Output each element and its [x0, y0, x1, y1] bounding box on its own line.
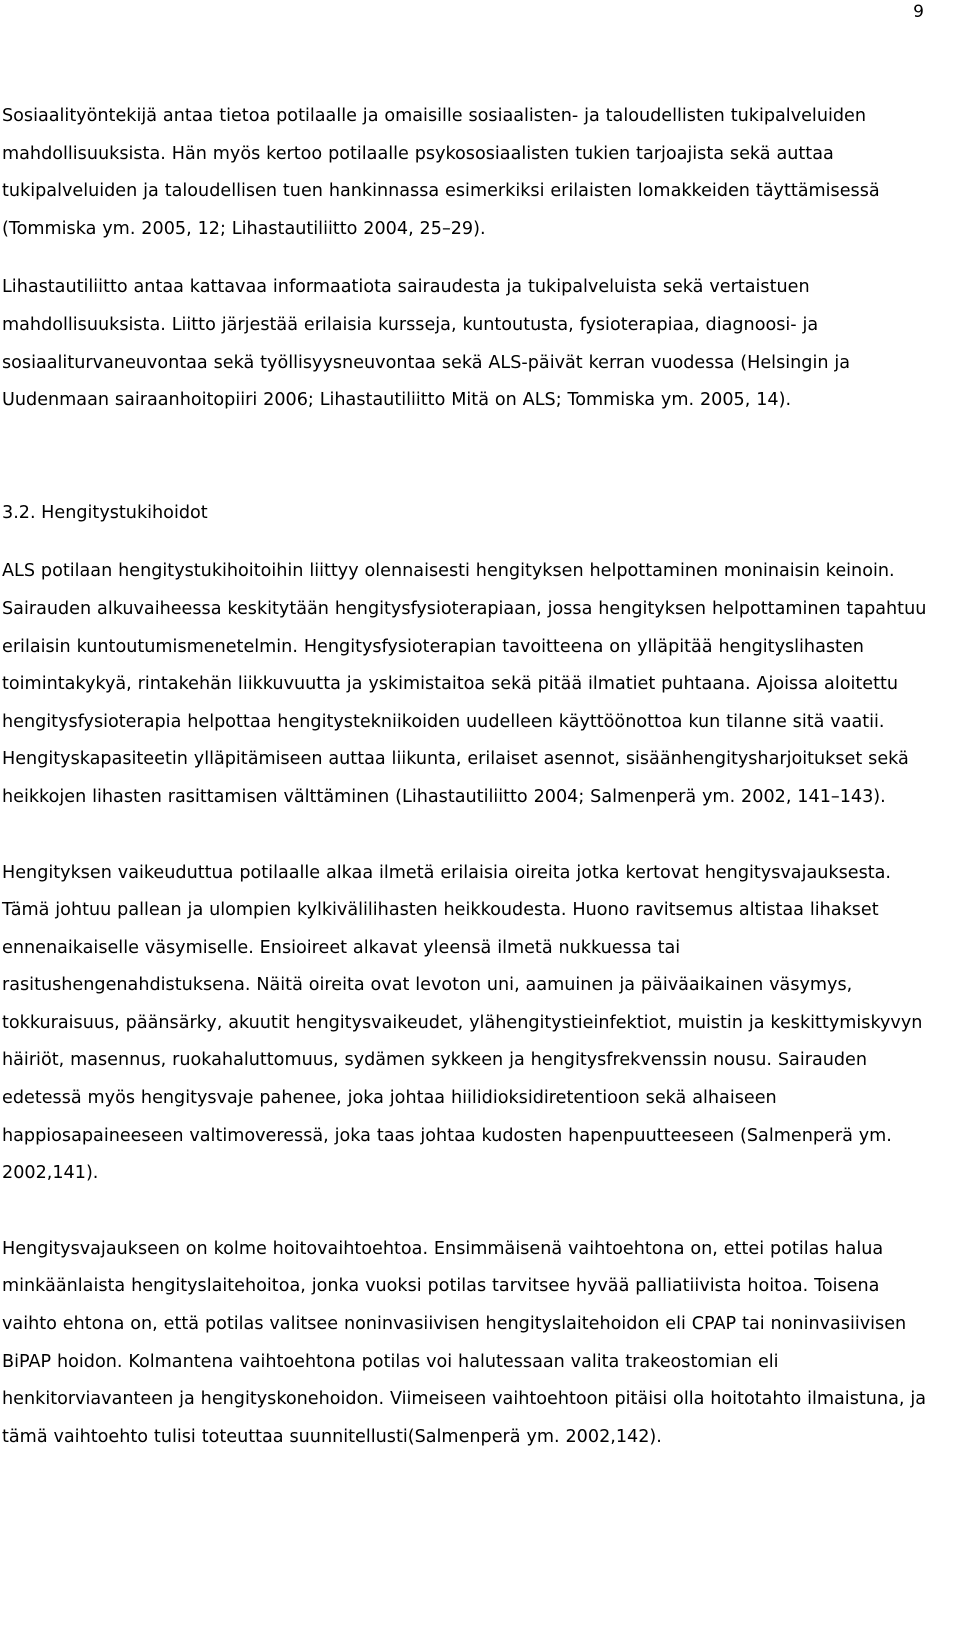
paragraph-lihastautiliitto: Lihastautiliitto antaa kattavaa informaatiota sairaudesta ja tukipalveluista sekä vertaistuen mahdollisuuksista. Liitto järjestää erilaisia kursseja, kuntoutusta, fysioterapiaa, diagnoosi- ja sosiaaliturvaneuvontaa sekä työllisyysneuvontaa sekä ALS-päivät kerran vuodessa (Helsingin ja Uudenmaan sairaanhoitopiiri 2006; Lihastautiliitto Mitä on ALS; Tommiska ym. 2005, 14). [2, 277, 851, 411]
page-number: 9 [913, 2, 924, 22]
paragraph-respiratory-symptoms: Hengityksen vaikeuduttua potilaalle alkaa ilmetä erilaisia oireita jotka kertovat hengitysvajauksesta. Tämä johtuu pallean ja ulompien kylkivälilihasten heikkoudesta. Huono ravitsemus altistaa lihakset ennenaikaiselle väsymiselle. Ensioireet alkavat yleensä ilmetä nukkuessa tai rasitushengenahdistuksena. Näitä oireita ovat levoton uni, aamuinen ja päiväaikainen väsymys, tokkuraisuus, päänsärky, akuutit hengitysvaikeudet, ylähengitystieinfektiot, muistin ja keskittymiskyvyn häiriöt, masennus, ruokahaluttomuus, sydämen sykkeen ja hengitysfrekvenssin nousu. Sairauden edetessä myös hengitysvaje pahenee, joka johtaa hiilidioksidiretentioon sekä alhaiseen happiosapaineeseen valtimoveressä, joka taas johtaa kudosten hapenpuutteeseen (Salmenperä ym. 2002,141). [2, 862, 923, 1184]
paragraph-breathing-support: ALS potilaan hengitystukihoitoihin liittyy olennaisesti hengityksen helpottaminen moninaisin keinoin. Sairauden alkuvaiheessa keskitytään hengitysfysioterapiaan, jossa hengityksen helpottaminen tapahtuu erilaisin kuntoutumismenetelmin. Hengitysfysioterapian tavoitteena on ylläpitää hengityslihasten toimintakykyä, rintakehän liikkuvuutta ja yskimistaitoa sekä pitää ilmatiet puhtaana. Ajoissa aloitettu hengitysfysioterapia helpottaa hengitystekniikoiden uudelleen käyttöönottoa kun tilanne sitä vaatii. Hengityskapasiteetin ylläpitämiseen auttaa liikunta, erilaiset asennot, sisäänhengitysharjoitukset sekä heikkojen lihasten rasittamisen välttäminen (Lihastautiliitto 2004; Salmenperä ym. 2002, 141–143). [2, 561, 927, 807]
paragraph-treatment-options: Hengitysvajaukseen on kolme hoitovaihtoehtoa. Ensimmäisenä vaihtoehtona on, ettei potilas halua minkäänlaista hengityslaitehoitoa, jonka vuoksi potilas tarvitsee hyvää palliatiivista hoitoa. Toisena vaihto ehtona on, että potilas valitsee noninvasiivisen hengityslaitehoidon eli CPAP tai noninvasiivisen BiPAP hoidon. Kolmantena vaihtoehtona potilas voi halutessaan valita trakeostomian eli henkitorviavanteen ja hengityskonehoidon. Viimeiseen vaihtoehtoon pitäisi olla hoitotahto ilmaistuna, ja tämä vaihtoehto tulisi toteuttaa suunnitellusti(Salmenperä ym. 2002,142). [2, 1238, 927, 1447]
document-body [2, 98, 932, 1456]
paragraph-social-worker: Sosiaalityöntekijä antaa tietoa potilaalle ja omaisille sosiaalisten- ja taloudellisten tukipalveluiden mahdollisuuksista. Hän myös kertoo potilaalle psykososiaalisten tukien tarjoajista sekä auttaa tukipalveluiden ja taloudellisen tuen hankinnassa esimerkiksi erilaisten lomakkeiden täyttämisessä (Tommiska ym. 2005, 12; Lihastautiliitto 2004, 25–29). [2, 106, 880, 239]
section-heading: 3.2. Hengitystukihoidot [2, 502, 208, 523]
